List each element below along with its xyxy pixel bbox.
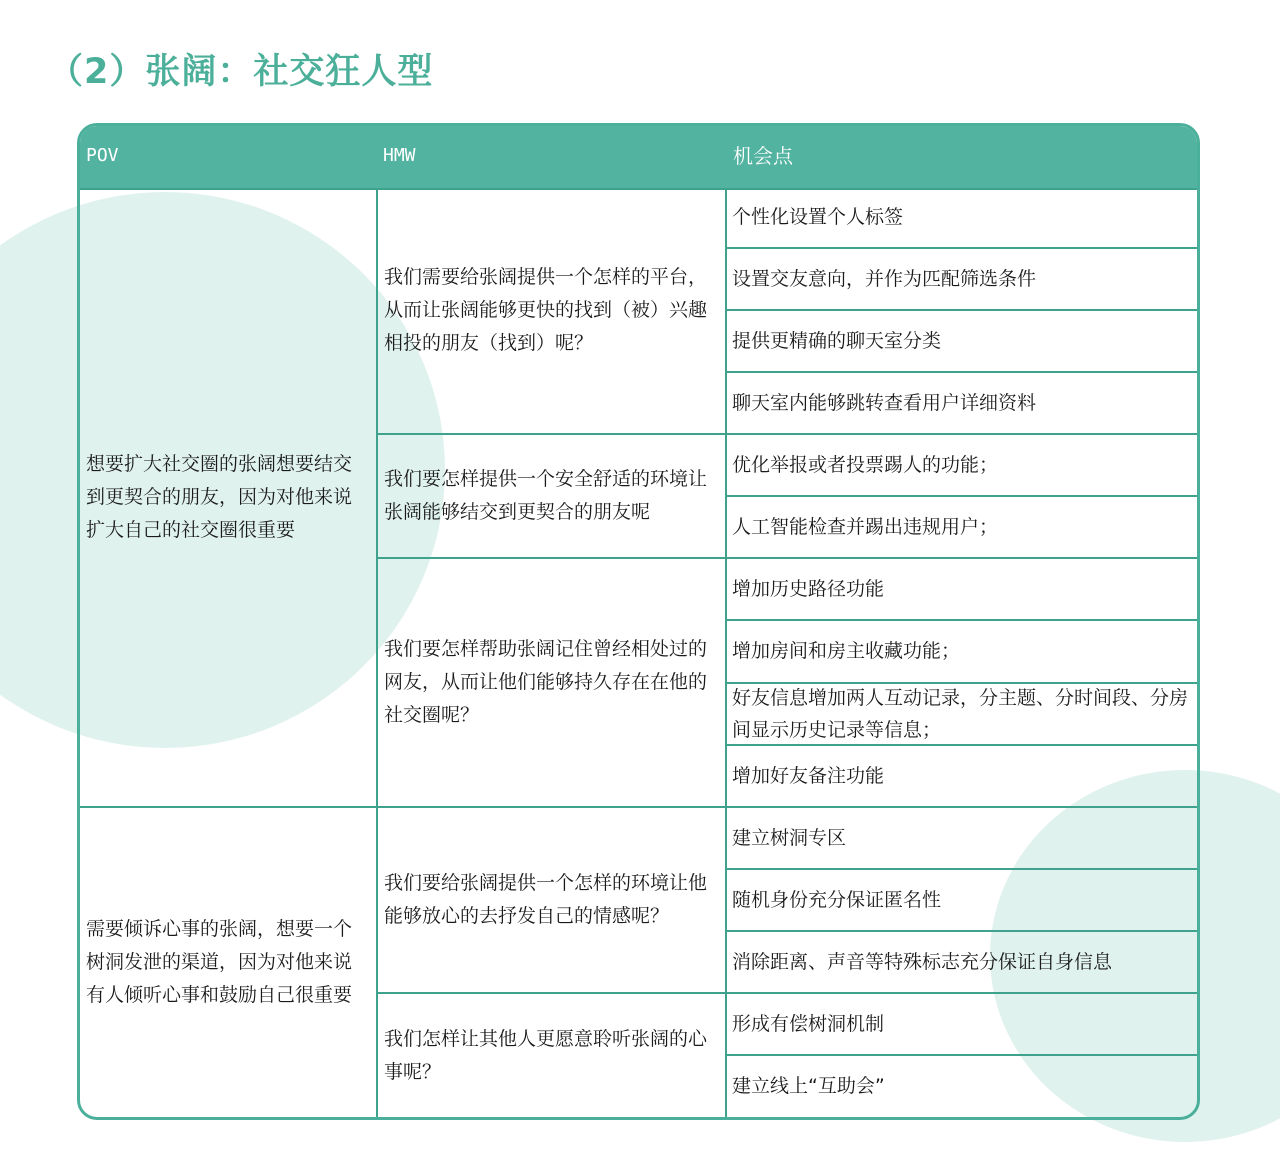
- opportunity-cell: 消除距离、声音等特殊标志充分保证自身信息: [727, 932, 1197, 994]
- pov-cell: 想要扩大社交圈的张阔想要结交到更契合的朋友，因为对他来说扩大自己的社交圈很重要: [80, 188, 378, 808]
- opportunity-cell: 增加历史路径功能: [727, 559, 1197, 621]
- opportunity-cell: 增加房间和房主收藏功能；: [727, 621, 1197, 684]
- hmw-cell: 我们怎样让其他人更愿意聆听张阔的心事呢？: [378, 994, 727, 1117]
- opportunity-cell: 聊天室内能够跳转查看用户详细资料: [727, 373, 1197, 435]
- opportunity-cell: 建立树洞专区: [727, 808, 1197, 870]
- opportunity-cell: 形成有偿树洞机制: [727, 994, 1197, 1056]
- opportunity-cell: 优化举报或者投票踢人的功能；: [727, 435, 1197, 497]
- header-opportunities: 机会点: [733, 144, 793, 168]
- opportunity-cell: 建立线上“互助会”: [732, 1075, 885, 1097]
- opportunity-cell: 提供更精确的聊天室分类: [727, 311, 1197, 373]
- header-pov: POV: [86, 145, 119, 166]
- pov-cell: 需要倾诉心事的张阔，想要一个树洞发泄的渠道，因为对他来说有人倾听心事和鼓励自己很重要: [80, 808, 378, 1117]
- hmw-cell: 我们要怎样提供一个安全舒适的环境让张阔能够结交到更契合的朋友呢: [378, 435, 727, 559]
- opportunity-cell: 好友信息增加两人互动记录，分主题、分时间段、分房间显示历史记录等信息；: [727, 684, 1197, 746]
- hmw-cell: 我们要怎样帮助张阔记住曾经相处过的网友，从而让他们能够持久存在在他的社交圈呢？: [378, 559, 727, 808]
- opportunity-cell: 人工智能检查并踢出违规用户；: [727, 497, 1197, 559]
- opportunity-cell: 随机身份充分保证匿名性: [727, 870, 1197, 932]
- header-hmw: HMW: [383, 145, 416, 166]
- opportunity-cell: 设置交友意向，并作为匹配筛选条件: [727, 249, 1197, 311]
- opportunity-cell: 增加好友备注功能: [727, 746, 1197, 808]
- opportunity-cell: 个性化设置个人标签: [727, 188, 1197, 249]
- hmw-cell: 我们需要给张阔提供一个怎样的平台，从而让张阔能够更快的找到（被）兴趣相投的朋友（找到）呢？: [378, 188, 727, 435]
- page-title: （2）张阔：社交狂人型: [48, 52, 434, 92]
- pov-hmw-table: [77, 123, 1200, 1120]
- table-header: [80, 126, 1197, 190]
- hmw-cell: 我们要给张阔提供一个怎样的环境让他能够放心的去抒发自己的情感呢？: [378, 808, 727, 994]
